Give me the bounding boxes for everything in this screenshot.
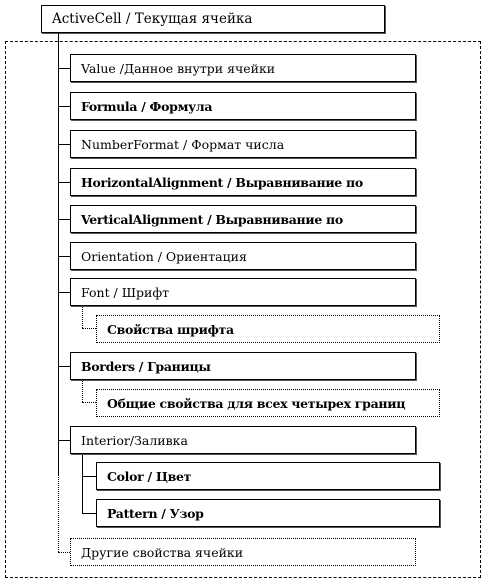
connector-vertical bbox=[58, 219, 70, 220]
connector-interior-sub-vertical bbox=[82, 454, 83, 513]
node-orientation: Orientation / Ориентация bbox=[70, 242, 416, 270]
connector-formula bbox=[58, 106, 70, 107]
connector-horizontal bbox=[58, 182, 70, 183]
node-borders-properties: Общие свойства для всех четырех границ bbox=[96, 389, 440, 417]
connector-font-sub bbox=[82, 328, 96, 329]
connector-numberformat bbox=[58, 144, 70, 145]
connector-borders-sub bbox=[82, 402, 96, 403]
main-trunk-line bbox=[58, 33, 59, 474]
connector-other-vertical bbox=[58, 474, 59, 552]
connector-borders bbox=[58, 366, 70, 367]
node-value: Value /Данное внутри ячейки bbox=[70, 54, 416, 82]
node-interior: Interior/Заливка bbox=[70, 426, 416, 454]
connector-borders-sub-vertical bbox=[82, 380, 83, 402]
node-vertical-alignment: VerticalAlignment / Выравнивание по bbox=[70, 205, 416, 233]
connector-value bbox=[58, 68, 70, 69]
connector-color bbox=[82, 476, 96, 477]
connector-orientation bbox=[58, 256, 70, 257]
root-node: ActiveCell / Текущая ячейка bbox=[41, 5, 385, 33]
connector-other bbox=[58, 552, 70, 553]
node-borders: Borders / Границы bbox=[70, 352, 416, 380]
node-font: Font / Шрифт bbox=[70, 278, 416, 306]
node-color: Color / Цвет bbox=[96, 462, 440, 490]
connector-pattern bbox=[82, 513, 96, 514]
connector-font-sub-vertical bbox=[82, 306, 83, 328]
node-other-properties: Другие свойства ячейки bbox=[70, 538, 416, 566]
connector-interior bbox=[58, 440, 70, 441]
node-pattern: Pattern / Узор bbox=[96, 499, 440, 527]
node-formula: Formula / Формула bbox=[70, 92, 416, 120]
node-numberformat: NumberFormat / Формат числа bbox=[70, 130, 416, 158]
connector-font bbox=[58, 292, 70, 293]
node-horizontal-alignment: HorizontalAlignment / Выравнивание по bbox=[70, 168, 416, 196]
node-font-properties: Свойства шрифта bbox=[96, 315, 440, 343]
outer-dashed-frame bbox=[5, 41, 481, 578]
